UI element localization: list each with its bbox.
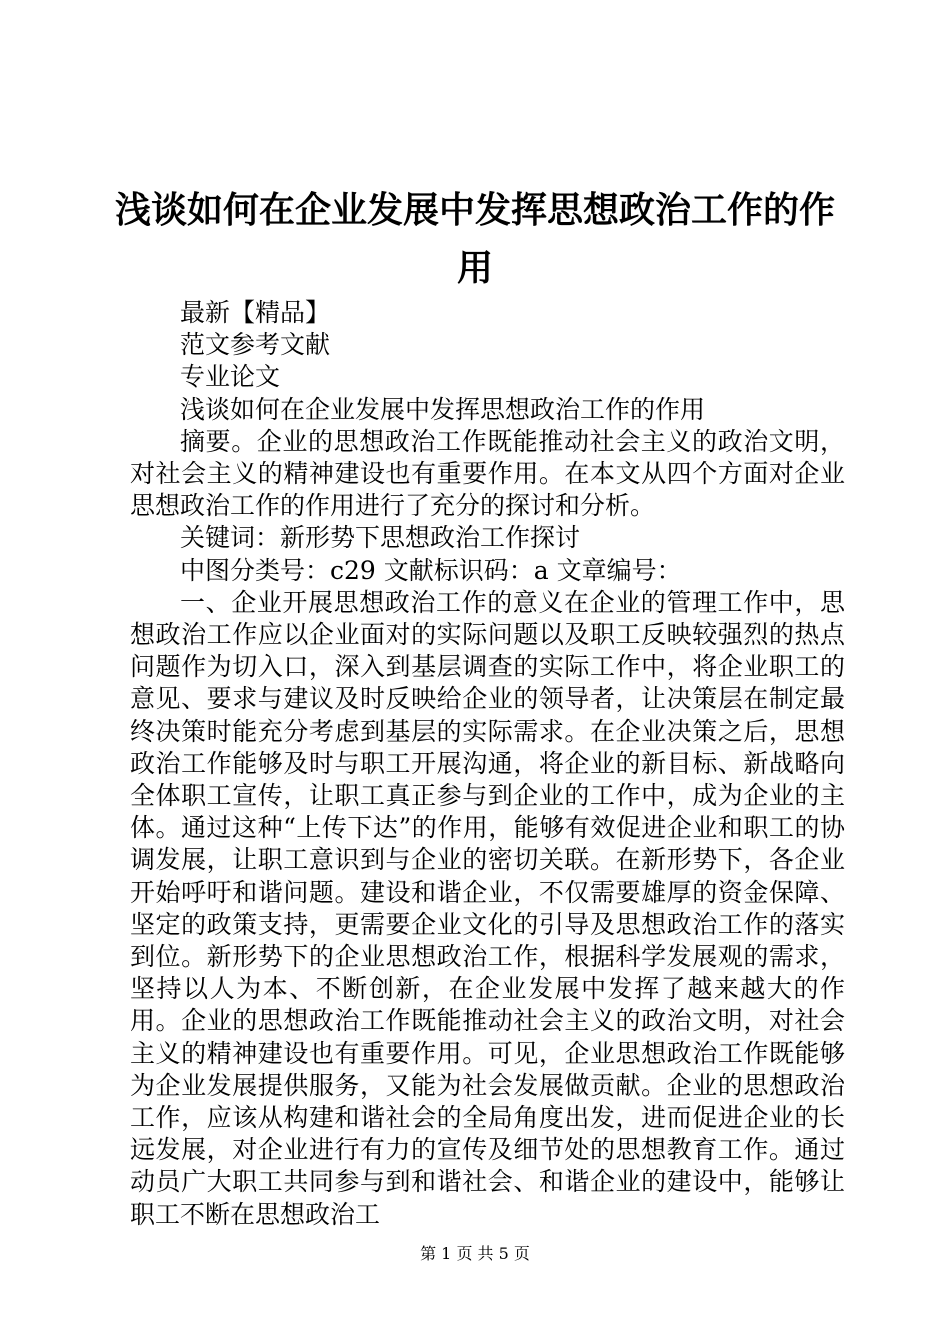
paragraph-keywords: 关键词：新形势下思想政治工作探讨 [180,523,581,553]
paragraph-classification: 中图分类号：c29 文献标识码：a 文章编号： [180,555,682,585]
document-title: 浅谈如何在企业发展中发挥思想政治工作的作用 [114,189,835,289]
document-body [130,297,845,1231]
paragraph-subtitle: 浅谈如何在企业发展中发挥思想政治工作的作用 [180,394,706,424]
paragraph-category-tag: 专业论文 [180,362,281,392]
paragraph-latest-tag: 最新【精品】 [180,298,331,327]
paragraph-section-one: 一、企业开展思想政治工作的意义在企业的管理工作中，思想政治工作应以企业面对的实际问题以及职工反映较强烈的热点问题作为切入口，深入到基层调查的实际工作中，将企业职工的意见、要求与建议及时反映给企业的领导者，让决策层在制定最终决策时能充分考虑到基层的实际需求。在企业决策之后，思想政治工作能够及时与职工开展沟通，将企业的新目标、新战略向全体职工宣传，让职工真正参与到企业的工作中，成为企业的主体。通过这种“上传下达”的作用，能够有效促进企业和职工的协调发展，让职工意识到与企业的密切关联。在新形势下，各企业开始呼吁和谐问题。建设和谐企业，不仅需要雄厚的资金保障、坚定的政策支持，更需要企业文化的引导及思想政治工作的落实到位。新形势下的企业思想政治工作，根据科学发展观的需求，坚持以人为本、不断创新，在企业发展中发挥了越来越大的作用。企业的思想政治工作既能推动社会主义的政治文明，对社会主义的精神建设也有重要作用。可见，企业思想政治工作既能够为企业发展提供服务，又能为社会发展做贡献。企业的思想政治工作，应该从构建和谐社会的全局角度出发，进而促进企业的长远发展，对企业进行有力的宣传及细节处的思想教育工作。通过动员广大职工共同参与到和谐社会、和谐企业的建设中，能够让职工不断在思想政治工 [130,587,845,1229]
paragraph-abstract: 摘要。企业的思想政治工作既能推动社会主义的政治文明，对社会主义的精神建设也有重要作用。在本文从四个方面对企业思想政治工作的作用进行了充分的探讨和分析。 [130,426,845,521]
paragraph-reference-tag: 范文参考文献 [180,330,331,360]
page-footer: 第 1 页 共 5 页 [420,1244,530,1263]
